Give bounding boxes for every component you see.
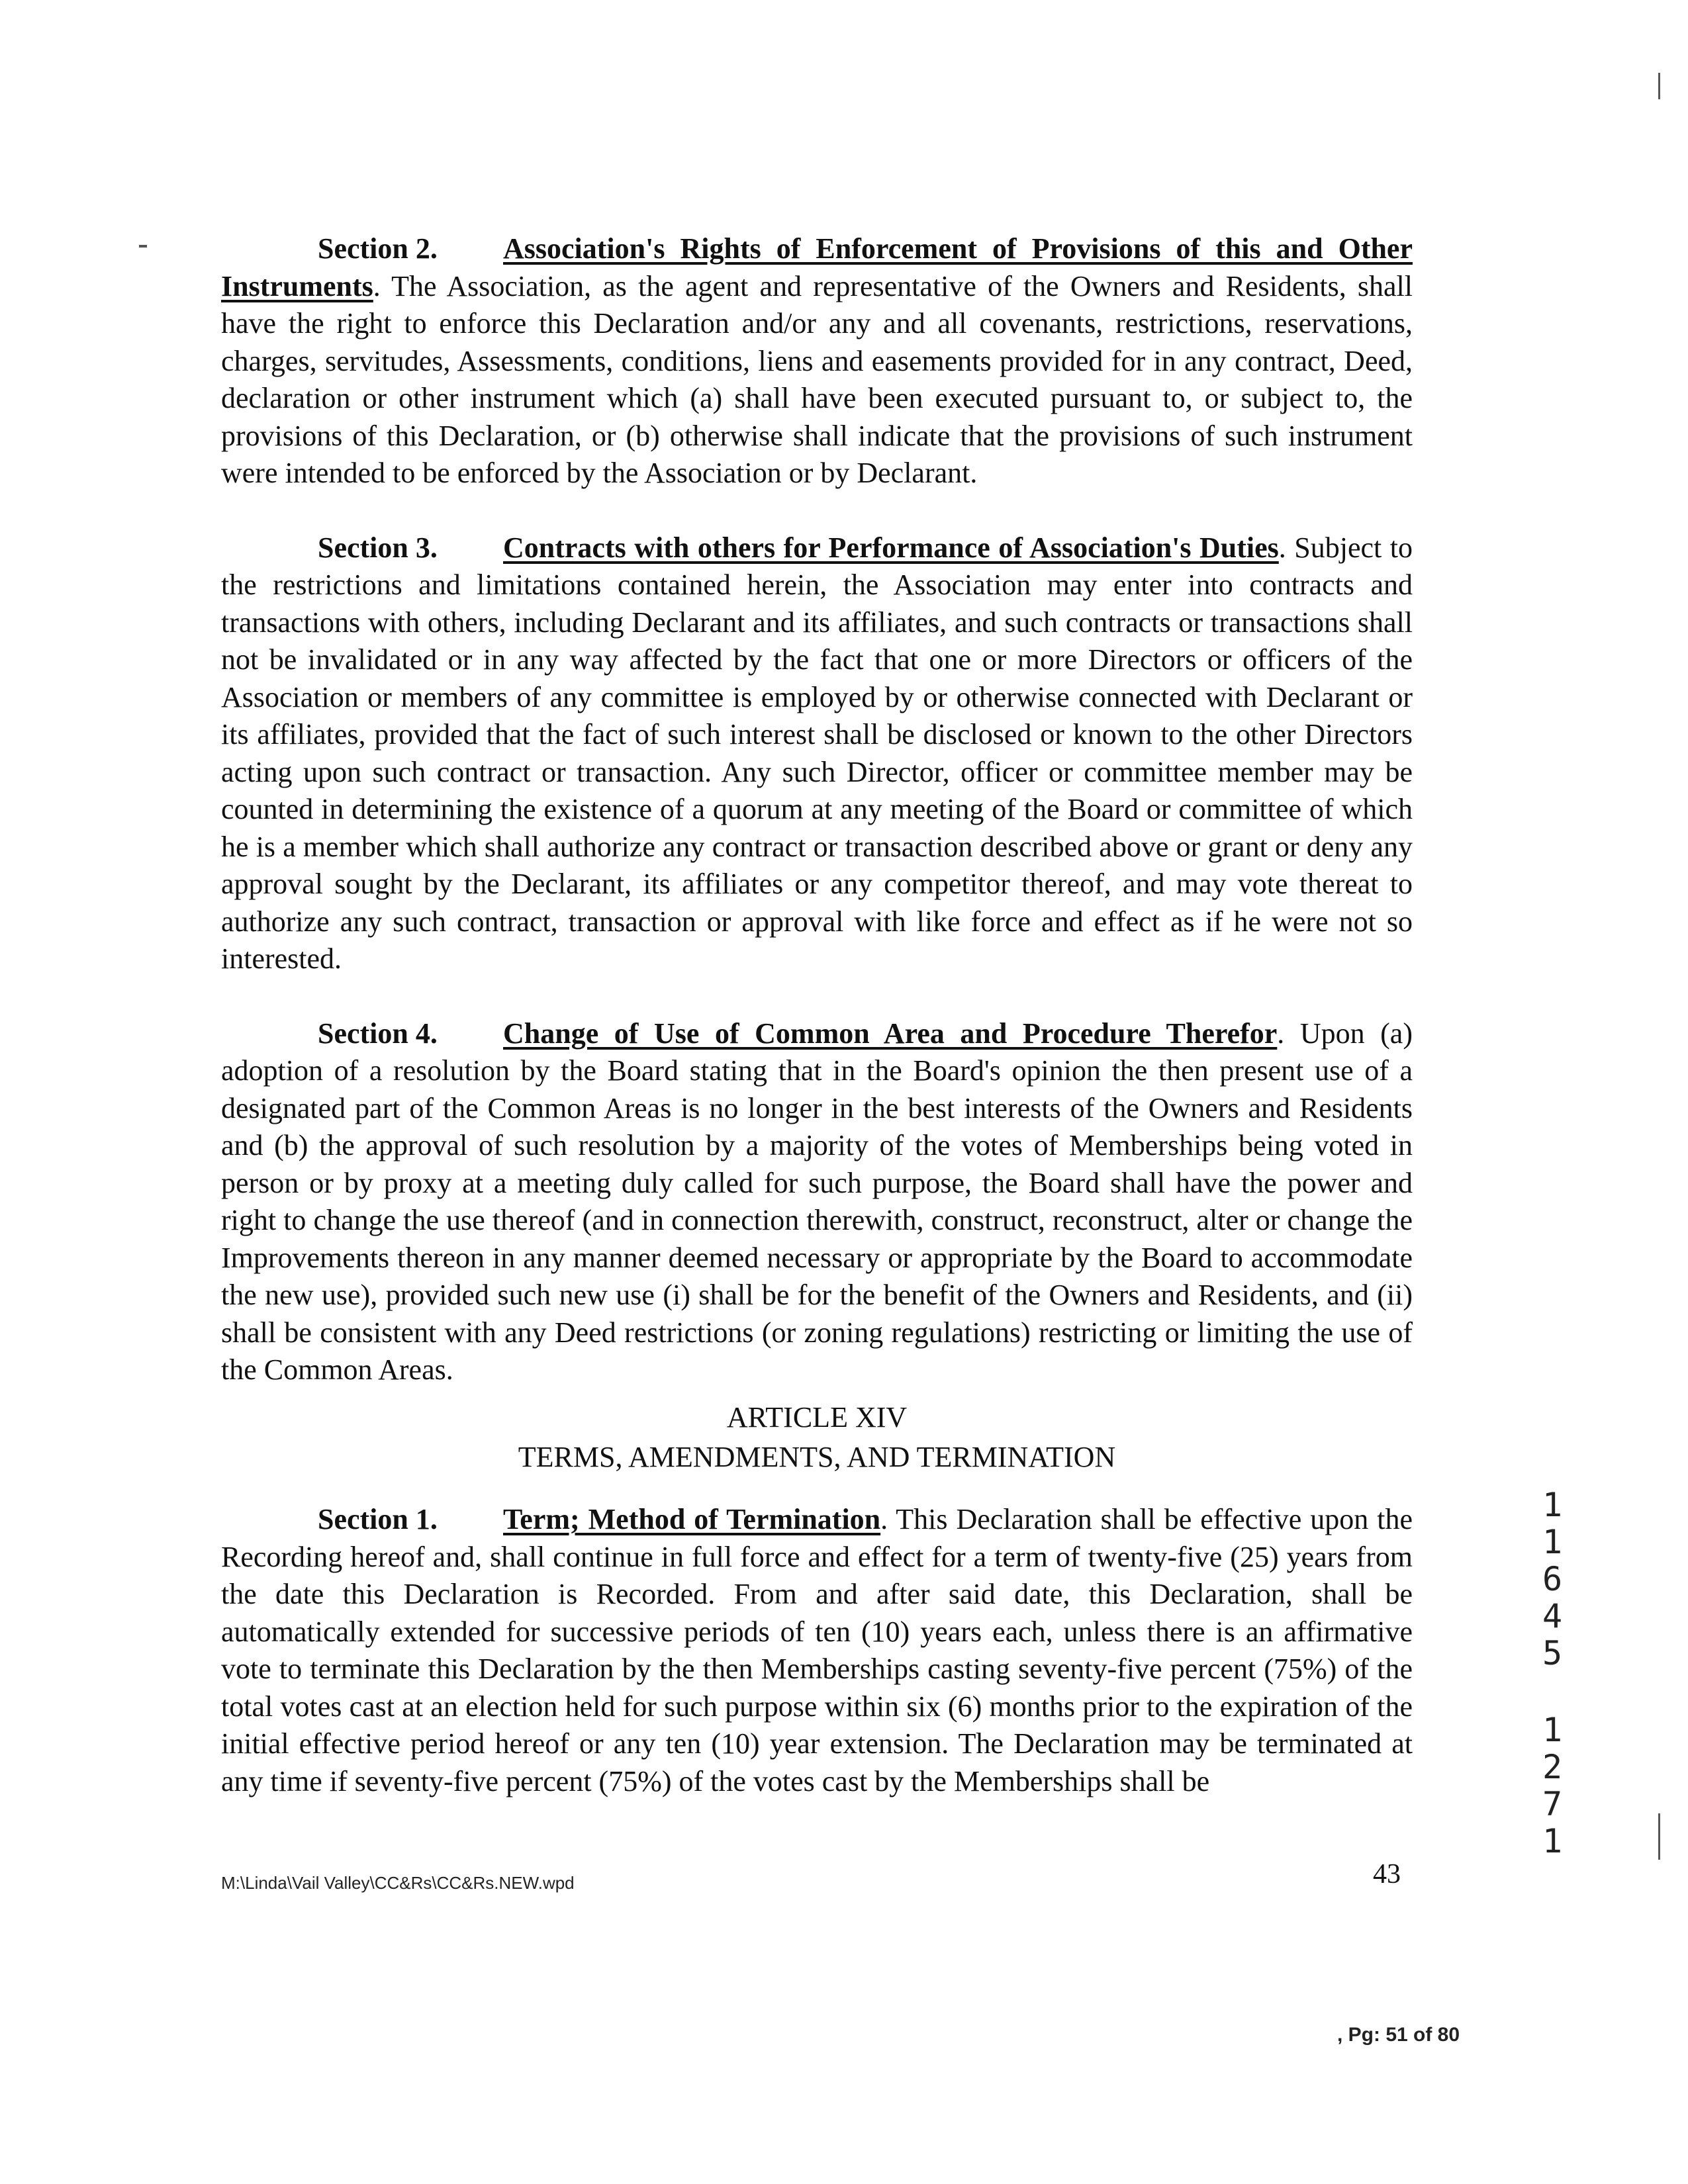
stamp-digit: 5 <box>1542 1634 1563 1672</box>
stamp-gap <box>1536 1672 1569 1711</box>
section-number: Section 3. <box>318 531 438 564</box>
page-number: 43 <box>1373 1859 1401 1889</box>
footer-file-path: M:\Linda\Vail Valley\CC&Rs\CC&Rs.NEW.wpd <box>221 1873 575 1893</box>
section-title: Change of Use of Common Area and Procedure Therefor <box>503 1017 1278 1050</box>
section-body: . The Association, as the agent and representative of the Owners and Residents, shall have the right to enforce this Declaration and/or any and all covenants, restrictions, reservations, charges, servitudes, Assessments, conditions, liens and easements provided for in any contract, Deed, declaration or other instrument which (a) shall have been executed pursuant to, or subject to, the provisions of this Declaration, or (b) otherwise shall indicate that the provisions of such instrument were intended to be enforced by the Association or by Declarant. <box>221 269 1413 489</box>
stamp-digit: 6 <box>1542 1560 1563 1598</box>
article-number: ARTICLE XIV <box>726 1401 908 1433</box>
section-title: Association's Rights of Enforcement of Provisions of this and Other Instruments <box>221 232 1413 302</box>
stamp-digit: 7 <box>1542 1785 1563 1823</box>
article-title: TERMS, AMENDMENTS, AND TERMINATION <box>518 1441 1116 1473</box>
section-number: Section 1. <box>318 1503 438 1535</box>
scan-artifact-mark <box>139 245 147 248</box>
section-title: Term; Method of Termination <box>503 1503 881 1535</box>
stamp-digit: 2 <box>1542 1748 1563 1786</box>
scan-artifact-mark <box>1658 73 1660 99</box>
recorder-page-counter: , Pg: 51 of 80 <box>1337 2024 1460 2046</box>
sections-after-article <box>221 1501 1413 1800</box>
section-2-paragraph <box>221 230 1413 492</box>
section-body: . Subject to the restrictions and limitations contained herein, the Association may enter into contracts and transactions with others, including Declarant and its affiliates, and such contracts or transactions shall not be invalidated or in any way affected by the fact that one or more Directors or officers of the Association or members of any committee is employed by or otherwise connected with Declarant or its affiliates, provided that the fact of such interest shall be disclosed or known to the other Directors acting upon such contract or transaction. Any such Director, officer or committee member may be counted in determining the existence of a quorum at any meeting of the Board or committee of which he is a member which shall authorize any contract or transaction described above or grant or deny any approval sought by the Declarant, its affiliates or any competitor thereof, and may vote thereat to authorize any such contract, transaction or approval with like force and effect as if he were not so interested. <box>221 531 1413 975</box>
stamp-digit: 1 <box>1542 1711 1563 1749</box>
section-3-paragraph <box>221 529 1413 978</box>
section-number: Section 4. <box>318 1017 438 1050</box>
stamp-digit: 1 <box>1542 1486 1563 1524</box>
scan-artifact-mark <box>1658 1813 1660 1860</box>
article-heading <box>221 1398 1413 1477</box>
section-body: . This Declaration shall be effective upon the Recording hereof and, shall continue in full force and effect for a term of twenty-five (25) years from the date this Declaration is Recorded. From and after said date, this Declaration, shall be automatically extended for successive periods of ten (10) years each, unless there is an affirmative vote to terminate this Declaration by the then Memberships casting seventy-five percent (75%) of the total votes cast at an election held for such purpose within six (6) months prior to the expiration of the initial effective period hereof or any ten (10) year extension. The Declaration may be terminated at any time if seventy-five percent (75%) of the votes cast by the Memberships shall be <box>221 1503 1413 1797</box>
stamp-digit: 1 <box>1542 1822 1563 1860</box>
sections-before-article <box>221 230 1413 1389</box>
section-body: . Upon (a) adoption of a resolution by the Board stating that in the Board's opinion the then present use of a designated part of the Common Areas is no longer in the best interests of the Owners and Residents and (b) the approval of such resolution by a majority of the votes of Memberships being voted in person or by proxy at a meeting duly called for such purpose, the Board shall have the power and right to change the use thereof (and in connection therewith, construct, reconstruct, alter or change the Improvements thereon in any manner deemed necessary or appropriate by the Board to accommodate the new use), provided such new use (i) shall be for the benefit of the Owners and Residents, and (ii) shall be consistent with any Deed restrictions (or zoning regulations) restricting or limiting the use of the Common Areas. <box>221 1017 1413 1386</box>
section-title: Contracts with others for Performance of Association's Duties <box>503 531 1279 564</box>
stamp-digit: 1 <box>1542 1523 1563 1561</box>
stamp-digit: 4 <box>1542 1597 1563 1635</box>
article-14-section-1-paragraph <box>221 1501 1413 1800</box>
side-recording-stamp <box>1536 1486 1569 1860</box>
section-4-paragraph <box>221 1015 1413 1389</box>
section-number: Section 2. <box>318 232 438 265</box>
